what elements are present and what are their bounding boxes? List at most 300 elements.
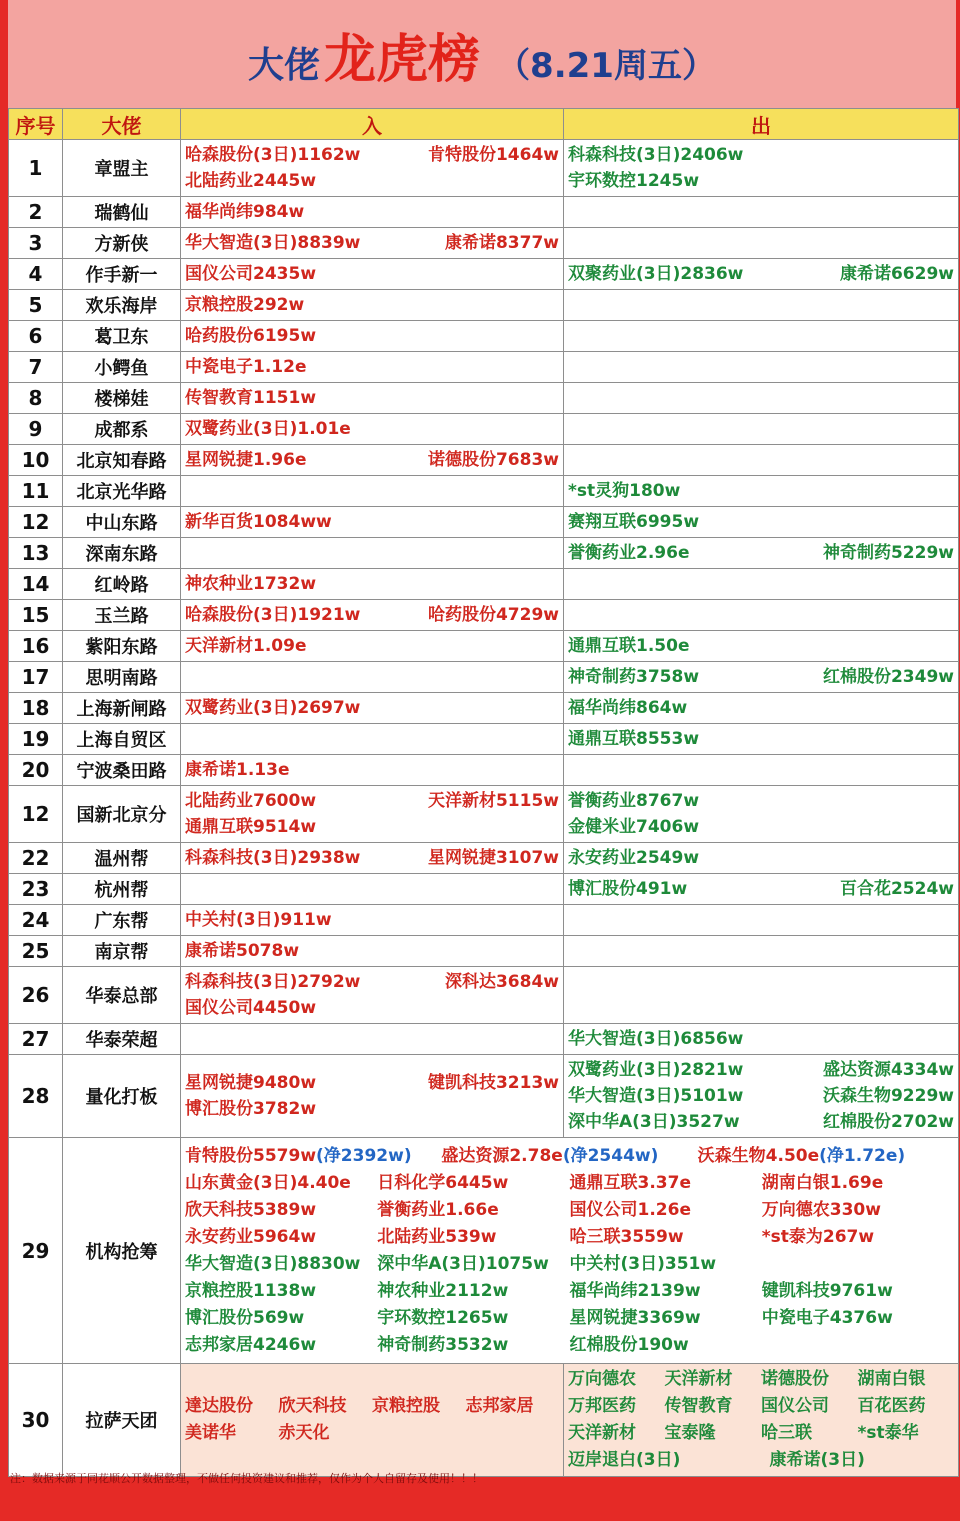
buy-line: [185, 142, 559, 168]
institution-buy-entry: 北陆药业539w: [377, 1226, 497, 1247]
buy-entry: 星网锐捷9480w: [185, 1073, 317, 1093]
table-row: [9, 321, 959, 352]
sell-cell: [564, 228, 959, 259]
lhasa-buy-line: [185, 1393, 559, 1420]
buy-entry: 哈药股份4729w: [427, 605, 559, 625]
institution-buy-entry: 永安药业5964w: [185, 1226, 317, 1247]
sell-line: [568, 726, 954, 752]
row-index: 26: [9, 967, 63, 1024]
table-row: [9, 507, 959, 538]
row-name: 拉萨天团: [63, 1364, 181, 1477]
institution-buy-entry: 山东黄金(3日)4.40e: [185, 1172, 351, 1193]
buy-line: [185, 509, 559, 535]
page-title: [248, 17, 716, 92]
sell-cell: [564, 967, 959, 1024]
institution-sell-entry: 键凯科技9761w: [761, 1280, 893, 1301]
lhasa-sell-entry: 天洋新材: [568, 1423, 636, 1443]
row-index: 1: [9, 140, 63, 197]
sell-cell: [564, 140, 959, 197]
institution-sell-entry: 深中华A(3日)1075w: [377, 1253, 549, 1274]
buy-entry: 通鼎互联9514w: [185, 817, 317, 837]
buy-line: [185, 261, 559, 287]
institution-entry: 盛达资源2.78e: [441, 1145, 563, 1166]
row-name: 思明南路: [63, 662, 181, 693]
row-name: 作手新一: [63, 259, 181, 290]
buy-line: [185, 602, 559, 628]
buy-entry: 福华尚纬984w: [185, 202, 305, 222]
sell-entry: 神奇制药3758w: [568, 667, 700, 687]
lhasa-buy-entry: 美诺华: [185, 1423, 236, 1443]
buy-line: [185, 969, 559, 995]
row-index: 7: [9, 352, 63, 383]
table-row: [9, 662, 959, 693]
lhasa-buy-entry: 赤天化: [278, 1423, 330, 1443]
row-name: 北京知春路: [63, 445, 181, 476]
sell-entry: 通鼎互联1.50e: [568, 636, 690, 656]
institution-top-line: [185, 1143, 954, 1170]
buy-cell: [181, 290, 564, 321]
table-row: [9, 874, 959, 905]
buy-entry: 哈森股份(3日)1921w: [185, 605, 361, 625]
row-index: 8: [9, 383, 63, 414]
buy-entry: 双鹭药业(3日)2697w: [185, 698, 361, 718]
institution-sell-entry: 志邦家居4246w: [185, 1334, 317, 1355]
lhasa-sell-line: [568, 1393, 954, 1420]
buy-entry: 新华百货1084ww: [185, 512, 332, 532]
row-index: 24: [9, 905, 63, 936]
row-name: 广东帮: [63, 905, 181, 936]
buy-line: [185, 354, 559, 380]
table-row: [9, 445, 959, 476]
table-row: [9, 476, 959, 507]
buy-line: [185, 571, 559, 597]
institution-buy-entry: 万向德农330w: [761, 1199, 881, 1220]
institution-sell-line: [185, 1305, 954, 1332]
header-idx: 序号: [9, 109, 63, 140]
row-name: 宁波桑田路: [63, 755, 181, 786]
sell-line: [568, 845, 954, 871]
sell-entry: 誉衡药业2.96e: [568, 543, 690, 563]
row-index: 15: [9, 600, 63, 631]
buy-line: [185, 938, 559, 964]
buy-cell: [181, 967, 564, 1024]
sell-line: [568, 695, 954, 721]
table-row: [9, 724, 959, 755]
row-index: 23: [9, 874, 63, 905]
sell-entry: 沃森生物9229w: [822, 1086, 954, 1106]
institution-sell-line: [185, 1251, 954, 1278]
sell-cell: [564, 476, 959, 507]
institution-buy-entry: 哈三联3559w: [569, 1226, 684, 1247]
row-index: 13: [9, 538, 63, 569]
sell-entry: 福华尚纬864w: [568, 698, 688, 718]
table-row: [9, 197, 959, 228]
buy-cell: [181, 843, 564, 874]
institution-sell-entry: 博汇股份569w: [185, 1307, 305, 1328]
sell-entry: 百合花2524w: [839, 879, 954, 899]
table-row: [9, 352, 959, 383]
row-name: 温州帮: [63, 843, 181, 874]
lhasa-sell-line: [568, 1420, 954, 1447]
sell-cell: [564, 352, 959, 383]
buy-cell: [181, 600, 564, 631]
sell-cell: [564, 936, 959, 967]
institution-sell-line: [185, 1278, 954, 1305]
spacer: [372, 1420, 466, 1447]
buy-line: [185, 323, 559, 349]
sell-entry: 华大智造(3日)6856w: [568, 1029, 744, 1049]
buy-line: [185, 814, 559, 840]
buy-cell: [181, 476, 564, 507]
buy-cell: [181, 507, 564, 538]
buy-entry: 肯特股份1464w: [427, 145, 559, 165]
sell-entry: 双鹭药业(3日)2821w: [568, 1060, 744, 1080]
buy-entry: 哈药股份6195w: [185, 326, 317, 346]
institution-net-entry: [698, 1143, 954, 1170]
table-row-institution: [9, 1138, 959, 1364]
sell-entry: 红棉股份2702w: [822, 1112, 954, 1132]
sell-cell: [564, 843, 959, 874]
row-name: 杭州帮: [63, 874, 181, 905]
sell-cell: [564, 755, 959, 786]
institution-sell-entry: 星网锐捷3369w: [569, 1307, 701, 1328]
institution-sell-entry: 福华尚纬2139w: [569, 1280, 701, 1301]
sell-cell: [564, 874, 959, 905]
spacer: [762, 1332, 954, 1359]
sell-cell: [564, 905, 959, 936]
lhasa-sell-entry: 湖南白银: [857, 1369, 926, 1389]
row-name: 南京帮: [63, 936, 181, 967]
row-name: 量化打板: [63, 1055, 181, 1138]
row-index: 27: [9, 1024, 63, 1055]
row-index: 12: [9, 786, 63, 843]
row-index: 11: [9, 476, 63, 507]
sell-line: [568, 876, 954, 902]
row-name: 方新侠: [63, 228, 181, 259]
row-index: 20: [9, 755, 63, 786]
sell-cell: [564, 538, 959, 569]
row-name: 上海自贸区: [63, 724, 181, 755]
row-index: 18: [9, 693, 63, 724]
header-name: 大佬: [63, 109, 181, 140]
sell-line: [568, 261, 954, 287]
buy-cell: [181, 631, 564, 662]
lhasa-sell-entry: 宝泰隆: [664, 1423, 716, 1443]
row-index: 9: [9, 414, 63, 445]
buy-entry: 中瓷电子1.12e: [185, 357, 307, 377]
institution-sell-line: [185, 1332, 954, 1359]
sell-cell: [564, 786, 959, 843]
lhasa-sell-entry: 诺德股份: [761, 1369, 829, 1389]
table-row: [9, 1024, 959, 1055]
row-index: 16: [9, 631, 63, 662]
sell-line: [568, 1026, 954, 1052]
buy-entry: 哈森股份(3日)1162w: [185, 145, 361, 165]
row-index: 12: [9, 507, 63, 538]
buy-cell: [181, 905, 564, 936]
row-index: 17: [9, 662, 63, 693]
lhasa-sell-entry: [680, 1447, 769, 1474]
sell-entry: 永安药业2549w: [568, 848, 700, 868]
spacer: [466, 1420, 560, 1447]
table-row: [9, 569, 959, 600]
institution-buy-line: [185, 1224, 954, 1251]
table-row: [9, 936, 959, 967]
buy-line: [185, 199, 559, 225]
institution-entry: 肯特股份5579w: [185, 1145, 317, 1166]
sell-cell: [564, 383, 959, 414]
row-name: 华泰荣超: [63, 1024, 181, 1055]
row-name: 紫阳东路: [63, 631, 181, 662]
sell-cell: [564, 662, 959, 693]
sell-cell: [564, 507, 959, 538]
buy-entry: 天洋新材1.09e: [185, 636, 307, 656]
buy-line: [185, 168, 559, 194]
sell-line: [568, 1057, 954, 1083]
lhasa-buy-line: [185, 1420, 559, 1447]
sell-entry: 科森科技(3日)2406w: [568, 145, 744, 165]
table-row: [9, 755, 959, 786]
buy-line: [185, 907, 559, 933]
buy-cell: [181, 321, 564, 352]
buy-entry: 京粮控股292w: [185, 295, 305, 315]
buy-line: [185, 447, 559, 473]
sell-cell: [564, 631, 959, 662]
sell-line: [568, 664, 954, 690]
row-name: 上海新闸路: [63, 693, 181, 724]
institution-buy-line: [185, 1197, 954, 1224]
sell-entry: 宇环数控1245w: [568, 171, 700, 191]
row-index: 22: [9, 843, 63, 874]
sell-cell: [564, 197, 959, 228]
sell-entry: *st灵狗180w: [568, 481, 681, 501]
institution-buy-entry: 欣天科技5389w: [185, 1199, 317, 1220]
net-amount: (净1.72e): [819, 1145, 906, 1166]
lhasa-buy-entry: 達达股份: [185, 1396, 253, 1416]
buy-entry: 星网锐捷3107w: [427, 848, 559, 868]
buy-cell: [181, 724, 564, 755]
buy-line: [185, 1070, 559, 1096]
buy-line: [185, 1096, 559, 1122]
buy-entry: 博汇股份3782w: [185, 1099, 317, 1119]
table-body: [9, 140, 959, 1477]
table-row: [9, 383, 959, 414]
row-name: 中山东路: [63, 507, 181, 538]
institution-sell-entry: 红棉股份190w: [569, 1334, 689, 1355]
buy-entry: 北陆药业2445w: [185, 171, 317, 191]
row-name: 成都系: [63, 414, 181, 445]
buy-line: [185, 695, 559, 721]
buy-entry: 诺德股份7683w: [427, 450, 559, 470]
sell-entry: 博汇股份491w: [568, 879, 688, 899]
spacer: [762, 1251, 954, 1278]
sell-cell: [564, 724, 959, 755]
sell-cell: [564, 693, 959, 724]
sell-cell: [564, 414, 959, 445]
institution-sell-entry: 中瓷电子4376w: [761, 1307, 893, 1328]
buy-line: [185, 416, 559, 442]
sell-line: [568, 142, 954, 168]
row-index: 10: [9, 445, 63, 476]
table-row: [9, 786, 959, 843]
buy-entry: 科森科技(3日)2938w: [185, 848, 361, 868]
institution-buy-entry: 湖南白银1.69e: [761, 1172, 884, 1193]
institution-sell-entry: 中关村(3日)351w: [569, 1253, 717, 1274]
lhasa-sell-entry: 国仪公司: [761, 1396, 829, 1416]
table-row: [9, 140, 959, 197]
sell-line: [568, 788, 954, 814]
row-index: 25: [9, 936, 63, 967]
institution-buy-entry: *st泰为267w: [761, 1226, 875, 1247]
sell-cell: [564, 290, 959, 321]
institution-buy-entry: 国仪公司1.26e: [569, 1199, 691, 1220]
buy-cell: [181, 1055, 564, 1138]
lhasa-buy-entry: 志邦家居: [465, 1396, 534, 1416]
sell-entry: 深中华A(3日)3527w: [568, 1112, 740, 1132]
sell-cell: [564, 569, 959, 600]
lhasa-buy-cell: [181, 1364, 564, 1477]
buy-cell: [181, 538, 564, 569]
row-index: 6: [9, 321, 63, 352]
sell-line: [568, 814, 954, 840]
sell-line: [568, 1083, 954, 1109]
row-name: 欢乐海岸: [63, 290, 181, 321]
institution-net-entry: [441, 1143, 697, 1170]
table-row: [9, 967, 959, 1024]
table-header-row: [9, 109, 959, 140]
institution-buy-entry: 通鼎互联3.37e: [569, 1172, 691, 1193]
buy-line: [185, 633, 559, 659]
buy-entry: 国仪公司4450w: [185, 998, 317, 1018]
row-name: 深南东路: [63, 538, 181, 569]
title-banner: [8, 0, 956, 108]
buy-entry: 科森科技(3日)2792w: [185, 972, 361, 992]
table-row: [9, 259, 959, 290]
buy-line: [185, 230, 559, 256]
net-amount: (净2392w): [316, 1145, 412, 1166]
buy-cell: [181, 662, 564, 693]
row-name: 楼梯娃: [63, 383, 181, 414]
institution-sell-entry: 华大智造(3日)8830w: [185, 1253, 361, 1274]
row-index: 29: [9, 1138, 63, 1364]
row-name: 国新北京分: [63, 786, 181, 843]
row-name: 机构抢筹: [63, 1138, 181, 1364]
lhasa-sell-cell: [564, 1364, 959, 1477]
row-name: 华泰总部: [63, 967, 181, 1024]
institution-buy-entry: 誉衡药业1.66e: [377, 1199, 499, 1220]
sell-entry: 华大智造(3日)5101w: [568, 1086, 744, 1106]
buy-line: [185, 788, 559, 814]
lhasa-sell-entry: 康希诺(3日): [769, 1450, 865, 1470]
buy-cell: [181, 140, 564, 197]
buy-line: [185, 385, 559, 411]
sell-entry: 红棉股份2349w: [822, 667, 954, 687]
buy-entry: 深科达3684w: [444, 972, 559, 992]
ranking-table: [8, 108, 959, 1477]
sell-cell: [564, 1024, 959, 1055]
buy-cell: [181, 383, 564, 414]
row-index: 2: [9, 197, 63, 228]
table-row: [9, 843, 959, 874]
sell-entry: 通鼎互联8553w: [568, 729, 700, 749]
buy-cell: [181, 197, 564, 228]
buy-cell: [181, 936, 564, 967]
buy-entry: 星网锐捷1.96e: [185, 450, 307, 470]
buy-entry: 键凯科技3213w: [427, 1073, 559, 1093]
row-name: 红岭路: [63, 569, 181, 600]
institution-entry: 沃森生物4.50e: [697, 1145, 820, 1166]
buy-entry: 国仪公司2435w: [185, 264, 317, 284]
title-main: 龙虎榜: [324, 29, 481, 90]
buy-entry: 神农种业1732w: [185, 574, 317, 594]
sell-entry: 双聚药业(3日)2836w: [568, 264, 744, 284]
row-index: 19: [9, 724, 63, 755]
buy-entry: 华大智造(3日)8839w: [185, 233, 361, 253]
institution-sell-entry: 宇环数控1265w: [377, 1307, 509, 1328]
buy-entry: 中关村(3日)911w: [185, 910, 332, 930]
table-row: [9, 414, 959, 445]
buy-entry: 康希诺8377w: [444, 233, 559, 253]
sell-entry: 誉衡药业8767w: [568, 791, 700, 811]
institution-sell-entry: 京粮控股1138w: [185, 1280, 317, 1301]
row-name: 玉兰路: [63, 600, 181, 631]
row-index: 4: [9, 259, 63, 290]
row-index: 5: [9, 290, 63, 321]
institution-buy-line: [185, 1170, 954, 1197]
buy-cell: [181, 755, 564, 786]
institution-net-entry: [185, 1143, 441, 1170]
row-name: 葛卫东: [63, 321, 181, 352]
buy-cell: [181, 445, 564, 476]
sell-line: [568, 1109, 954, 1135]
lhasa-buy-entry: 京粮控股: [372, 1396, 440, 1416]
header-buy: 入: [181, 109, 564, 140]
buy-line: [185, 757, 559, 783]
buy-entry: 天洋新材5115w: [427, 791, 559, 811]
lhasa-sell-entry: 传智教育: [664, 1396, 733, 1416]
lhasa-sell-entry: 百花医药: [857, 1396, 926, 1416]
table-row: [9, 631, 959, 662]
sell-cell: [564, 600, 959, 631]
buy-line: [185, 995, 559, 1021]
sell-line: [568, 509, 954, 535]
lhasa-sell-entry: 哈三联: [761, 1423, 812, 1443]
lhasa-sell-entry: [865, 1447, 954, 1474]
institution-sell-entry: 神奇制药3532w: [377, 1334, 509, 1355]
lhasa-sell-line: [568, 1366, 954, 1393]
buy-cell: [181, 259, 564, 290]
sell-line: [568, 478, 954, 504]
buy-entry: 康希诺5078w: [185, 941, 300, 961]
buy-cell: [181, 1024, 564, 1055]
lhasa-sell-entry: 天洋新材: [664, 1369, 733, 1389]
title-date: （8.21周五）: [496, 45, 716, 86]
sell-entry: 神奇制药5229w: [822, 543, 954, 563]
row-name: 小鳄鱼: [63, 352, 181, 383]
lhasa-sell-line: [568, 1447, 954, 1474]
sell-cell: [564, 259, 959, 290]
buy-cell: [181, 228, 564, 259]
lhasa-sell-entry: 万向德农: [568, 1369, 636, 1389]
institution-sell-entry: 神农种业2112w: [377, 1280, 509, 1301]
buy-entry: 康希诺1.13e: [185, 760, 290, 780]
header-sell: 出: [564, 109, 959, 140]
row-name: 瑞鹤仙: [63, 197, 181, 228]
buy-line: [185, 292, 559, 318]
row-name: 章盟主: [63, 140, 181, 197]
sell-line: [568, 540, 954, 566]
table-row: [9, 693, 959, 724]
